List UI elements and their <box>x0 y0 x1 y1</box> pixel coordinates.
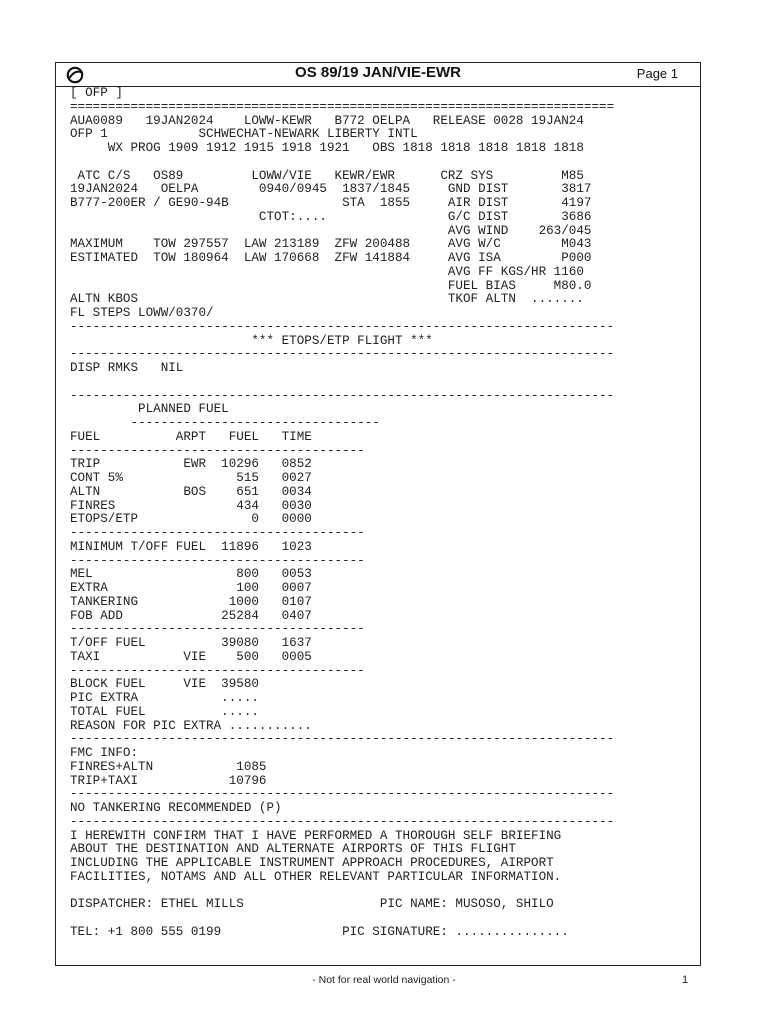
page-label: Page 1 <box>636 66 678 81</box>
separator: ------------------------------------------------------------------------ <box>70 347 615 362</box>
fl-steps-line: FL STEPS LOWW/0370/ <box>70 306 214 320</box>
fuel-bias-line: FUEL BIAS M80.0 <box>70 278 592 293</box>
etops-etp-row: ETOPS/ETP 0 0000 <box>70 512 312 527</box>
blank-line <box>70 376 614 390</box>
finres-altn-row: FINRES+ALTN 1085 <box>70 759 267 774</box>
tel-line: TEL: +1 800 555 0199 PIC SIGNATURE: ............... <box>70 924 569 939</box>
footer-disclaimer: - Not for real world navigation - <box>312 974 456 986</box>
dispatcher-line: DISPATCHER: ETHEL MILLS PIC NAME: MUSOSO, SHILO <box>70 897 554 912</box>
aircraft-line: B777-200ER / GE90-94B STA 1855 AIR DIST 4197 <box>70 196 592 210</box>
separator: ------------------------------------------------------------------------ <box>70 319 615 334</box>
separator: --------------------------------- <box>70 416 380 430</box>
etops-banner: *** ETOPS/ETP FLIGHT *** <box>70 333 433 348</box>
confirm-line-1: I HEREWITH CONFIRM THAT I HAVE PERFORMED A THOROUGH SELF BRIEFING <box>70 828 562 843</box>
no-tankering-line: NO TANKERING RECOMMENDED (P) <box>70 801 282 815</box>
separator: ------------------------------------------------------------------------ <box>70 787 615 802</box>
avg-ff-line: AVG FF KGS/HR 1160 <box>70 264 584 279</box>
separator: --------------------------------------- <box>70 526 365 540</box>
flight-id-line: AUA0089 19JAN2024 LOWW-KEWR B772 OELPA RELEASE 0028 19JAN24 <box>70 113 584 128</box>
blank-line <box>70 885 614 899</box>
min-toff-row: MINIMUM T/OFF FUEL 11896 1023 <box>70 539 312 554</box>
total-fuel-row: TOTAL FUEL ..... <box>70 704 259 719</box>
page-title: OS 89/19 JAN/VIE-EWR <box>295 64 461 81</box>
reason-row: REASON FOR PIC EXTRA ........... <box>70 718 312 733</box>
blank-line <box>70 156 614 170</box>
wx-prog-line: WX PROG 1909 1912 1915 1918 1921 OBS 1818 1818 1818 1818 1818 <box>70 141 584 155</box>
confirm-line-3: INCLUDING THE APPLICABLE INSTRUMENT APPROACH PROCEDURES, AIRPORT <box>70 856 554 870</box>
disp-rmks-line: DISP RMKS NIL <box>70 361 184 375</box>
separator: --------------------------------------- <box>70 663 365 678</box>
atc-line: ATC C/S OS89 LOWW/VIE KEWR/EWR CRZ SYS M85 <box>70 168 584 183</box>
taxi-row: TAXI VIE 500 0005 <box>70 649 312 664</box>
extra-row: EXTRA 100 0007 <box>70 581 312 595</box>
route-line: OFP 1 SCHWECHAT-NEWARK LIBERTY INTL <box>70 127 418 142</box>
separator: --------------------------------------- <box>70 622 365 637</box>
separator: --------------------------------------- <box>70 443 365 458</box>
ofp-page-frame <box>55 62 701 966</box>
confirm-line-2: ABOUT THE DESTINATION AND ALTERNATE AIRPORTS OF THIS FLIGHT <box>70 842 516 857</box>
pic-extra-row: PIC EXTRA ..... <box>70 691 259 705</box>
date-reg-line: 19JAN2024 OELPA 0940/0945 1837/1845 GND DIST 3817 <box>70 182 592 197</box>
altn-line: ALTN KBOS TKOF ALTN ....... <box>70 292 584 307</box>
fob-add-row: FOB ADD 25284 0407 <box>70 608 312 623</box>
planned-fuel-heading: PLANNED FUEL <box>70 402 229 417</box>
blank-line <box>70 912 614 926</box>
altn-row: ALTN BOS 651 0034 <box>70 484 312 499</box>
cont-row: CONT 5% 515 0027 <box>70 471 312 485</box>
fuel-columns-header: FUEL ARPT FUEL TIME <box>70 429 312 444</box>
ofp-body <box>70 87 614 940</box>
block-fuel-row: BLOCK FUEL VIE 39580 <box>70 677 259 692</box>
tankering-row: TANKERING 1000 0107 <box>70 594 312 609</box>
footer-page-number: 1 <box>682 974 689 986</box>
trip-taxi-row: TRIP+TAXI 10796 <box>70 773 267 788</box>
avg-wind-line: AVG WIND 263/045 <box>70 223 592 238</box>
separator: ======================================================================== <box>70 99 615 114</box>
separator: ------------------------------------------------------------------------ <box>70 814 615 829</box>
title-bar <box>56 63 700 87</box>
separator: --------------------------------------- <box>70 553 365 568</box>
toff-fuel-row: T/OFF FUEL 39080 1637 <box>70 636 312 650</box>
confirm-line-4: FACILITIES, NOTAMS AND ALL OTHER RELEVANT PARTICULAR INFORMATION. <box>70 869 562 884</box>
estimated-line: ESTIMATED TOW 180964 LAW 170668 ZFW 141884 AVG ISA P000 <box>70 251 592 265</box>
trip-row: TRIP EWR 10296 0852 <box>70 457 312 472</box>
separator: ------------------------------------------------------------------------ <box>70 388 615 403</box>
fmc-info-heading: FMC INFO: <box>70 746 139 760</box>
maximum-line: MAXIMUM TOW 297557 LAW 213189 ZFW 200488 AVG W/C M043 <box>70 237 592 252</box>
separator: ------------------------------------------------------------------------ <box>70 732 615 747</box>
mel-row: MEL 800 0053 <box>70 567 312 582</box>
finres-row: FINRES 434 0030 <box>70 498 312 513</box>
ofp-tag: [ OFP ] <box>70 86 123 100</box>
ctot-line: CTOT:.... G/C DIST 3686 <box>70 209 592 224</box>
